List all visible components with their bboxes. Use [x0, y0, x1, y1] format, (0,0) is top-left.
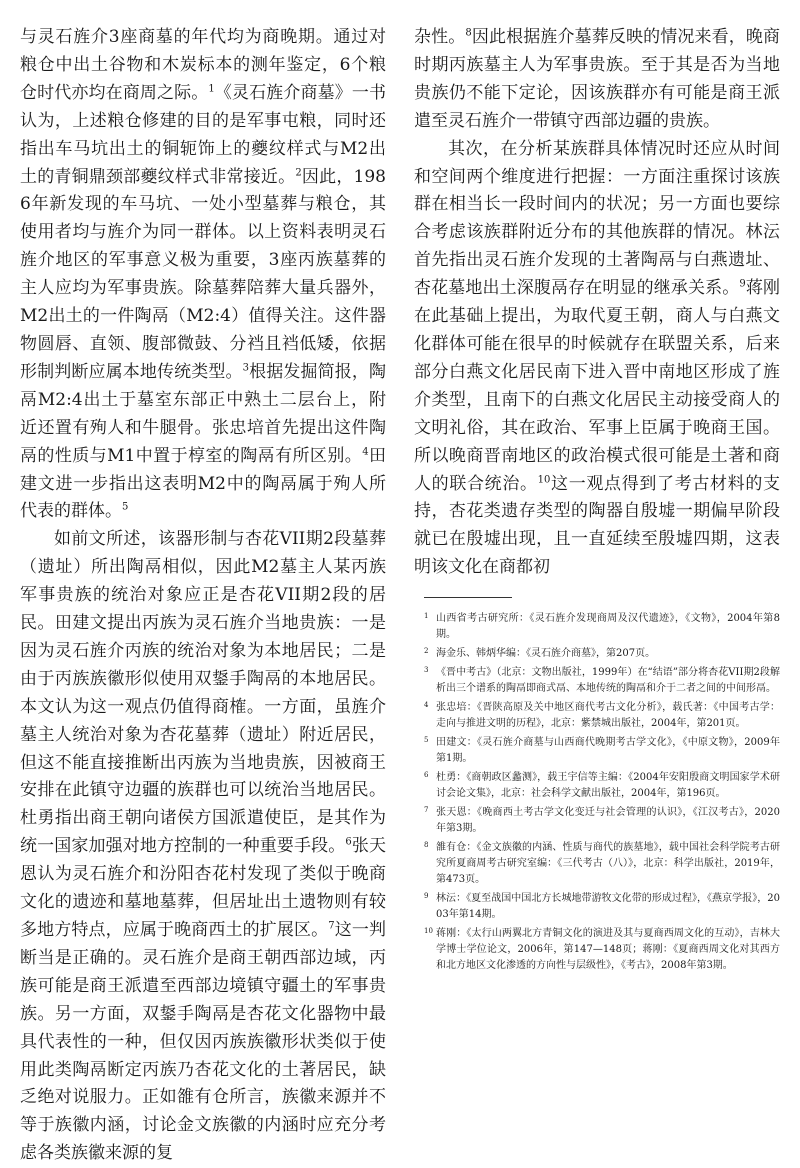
body-paragraph	[414, 136, 780, 583]
paragraph-text: 张天恩认为灵石旌介和汾阳杏花村发现了类似于晚商文化的遗迹和墓地墓葬，但居址出土遗物则有较多地方特点，应属于晚商西土的扩展区。	[20, 836, 386, 940]
footnote-ref[interactable]: 7	[328, 920, 335, 932]
left-column	[20, 24, 386, 1168]
footnote-item	[424, 700, 780, 732]
footnote-ref[interactable]: 6	[345, 836, 352, 848]
footnote-item	[424, 926, 780, 974]
footnote-item	[424, 770, 780, 802]
right-column-body	[414, 24, 780, 582]
footnote-item	[424, 665, 780, 697]
body-paragraph	[414, 24, 780, 136]
footnote-ref[interactable]: 4	[362, 445, 369, 457]
paragraph-text: 《灵石旌介商墓》一书认为，上述粮仓修建的目的是军事屯粮，同时还指出车马坑出土的铜轭饰上的夔纹样式与M2出土的青铜鼎颈部夔纹样式非常接近。	[20, 82, 386, 187]
body-paragraph	[20, 24, 386, 526]
footnote-number: 9	[424, 892, 429, 901]
footnote-text: 雒有仓：《金文族徽的内涵、性质与商代的族墓地》，载中国社会科学院考古研究所夏商周考古研究室编：《三代考古（八）》，北京：科学出版社，2019年，第473页。	[436, 842, 780, 886]
footnote-number: 4	[424, 701, 429, 710]
footnote-number: 2	[424, 647, 429, 656]
footnote-text: 山西省考古研究所：《灵石旌介发现商周及汉代遗迹》，《文物》，2004年第8期。	[436, 613, 780, 641]
footnote-text: 《晋中考古》（北京：文物出版社，1999年）在“结语”部分将杏花VII期2段解析出三个谱系的陶鬲即商式鬲、本地传统的陶鬲和介于二者之间的中间形鬲。	[436, 667, 780, 695]
footnote-number: 1	[424, 612, 429, 621]
footnote-item	[424, 646, 780, 662]
paragraph-text: 蒋刚在此基础上提出，为取代夏王朝，商人与白燕文化群体可能在很早的时候就存在联盟关系，后来部分白燕文化居民南下进入晋中南地区形成了旌介类型，且南下的白燕文化居民主动接受商人的文明礼俗，其在政治、军事上臣属于晚商王国。所以晚商晋南地区的政治模式很可能是土著和商人的联合统治。	[414, 278, 780, 494]
footnote-item	[424, 735, 780, 767]
footnote-ref[interactable]: 1	[208, 83, 215, 95]
footnote-item	[424, 891, 780, 923]
footnote-text: 蒋刚：《太行山两翼北方青铜文化的演进及其与夏商西周文化的互动》，吉林大学博士学位论文，2006年，第147—148页；蒋刚：《夏商西周文化对其西方和北方地区文化渗透的方向性与层级性》，《考古》，2008年第3期。	[436, 928, 780, 972]
footnote-text: 海金乐、韩炳华编：《灵石旌介商墓》，第207页。	[436, 648, 656, 660]
footnote-number: 6	[424, 771, 429, 780]
paragraph-text: 根据发掘简报，陶鬲M2:4出土于墓室东部正中熟土二层台上，附近还置有殉人和牛腿骨。张忠培首先提出这件陶鬲的性质与M1中置于椁室的陶鬲有所区别。	[20, 361, 386, 466]
footnote-ref[interactable]: 3	[242, 362, 249, 374]
footnote-item	[424, 611, 780, 643]
footnote-ref[interactable]: 9	[739, 278, 746, 290]
footnote-ref[interactable]: 5	[122, 501, 129, 513]
footnote-item	[424, 805, 780, 837]
right-column	[414, 24, 780, 977]
paragraph-text: 杂性。	[414, 27, 466, 47]
footnote-text: 张天恩：《晚商西土考古学文化变迁与社会管理的认识》，《江汉考古》，2020年第3期。	[436, 807, 780, 835]
paragraph-text: 其次，在分析某族群具体情况时还应从时间和空间两个维度进行把握：一方面注重探讨该族群在相当长一段时间内的状况；另一方面也要综合考虑该族群附近分布的其他族群的情况。林沄首先指出灵石旌介发现的土著陶鬲与白燕遗址、杏花墓地出土深腹鬲存在明显的继承关系。	[414, 138, 780, 299]
paragraph-text: 与灵石旌介3座商墓的年代均为商晚期。通过对粮仓中出土谷物和木炭标本的测年鉴定，6个粮仓时代亦均在商周之际。	[20, 27, 386, 103]
paragraph-text: 因此根据旌介墓葬反映的情况来看，晚商时期丙族墓主人为军事贵族。至于其是否为当地贵族仍不能下定论，因该族群亦有可能是商王派遣至灵石旌介一带镇守西部边疆的贵族。	[414, 27, 780, 131]
footnote-text: 杜勇：《商朝政区蠡测》，载王宇信等主编：《2004年安阳殷商文明国家学术研讨会论文集》，北京：社会科学文献出版社，2004年，第196页。	[436, 772, 780, 800]
footnote-number: 3	[424, 666, 429, 675]
footnote-number: 10	[424, 927, 433, 936]
footnote-number: 8	[424, 841, 429, 850]
footnotes	[414, 611, 780, 974]
paragraph-text: 如前文所述，该器形制与杏花VII期2段墓葬（遗址）所出陶鬲相似，因此M2墓主人某丙族军事贵族的统治对象应正是杏花VII期2段的居民。田建文提出丙族为灵石旌介当地贵族：一是因为灵石旌介丙族的统治对象为本地居民；二是由于丙族族徽形似使用双鋬手陶鬲的本地居民。本文认为这一观点仍值得商榷。一方面，虽旌介墓主人统治对象为杏花墓葬（遗址）附近居民，但这不能直接推断出丙族为当地贵族，因被商王安排在此镇守边疆的族群也可以统治当地居民。杜勇指出商王朝向诸侯方国派遣使臣，是其作为统一国家加强对地方控制的一种重要手段。	[20, 529, 386, 857]
footnote-ref[interactable]: 8	[465, 27, 472, 39]
footnote-ref[interactable]: 2	[295, 166, 302, 178]
paragraph-text: 这一判断当是正确的。灵石旌介是商王朝西部边域，丙族可能是商王派遣至西部边境镇守疆土的军事贵族。另一方面，双鋬手陶鬲是杏花文化器物中最具代表性的一种，但仅因丙族族徽形状类似于使用此类陶鬲断定丙族乃杏花文化的土著居民，缺乏绝对说服力。正如雒有仓所言，族徽来源并不等于族徽内涵，讨论金文族徽的内涵时应充分考虑各类族徽来源的复	[20, 920, 386, 1164]
footnote-ref[interactable]: 10	[537, 473, 551, 485]
paragraph-text: 田建文进一步指出这表明M2中的陶鬲属于殉人所代表的群体。	[20, 445, 386, 522]
footnote-number: 7	[424, 806, 429, 815]
paragraph-text: 因此，1986年新发现的车马坑、一处小型墓葬与粮仓，其使用者均与旌介为同一群体。以上资料表明灵石旌介地区的军事意义极为重要，3座丙族墓葬的主人应均为军事贵族。除墓葬陪葬大量兵器外，M2出土的一件陶鬲（M2:4）值得关注。这件器物圆唇、直领、腹部微鼓、分裆且裆低矮，依据形制判断应属本地传统类型。	[20, 166, 387, 382]
footnote-text: 田建文：《灵石旌介商墓与山西商代晚期考古学文化》，《中原文物》，2009年第1期。	[436, 737, 780, 765]
paragraph-text: 这一观点得到了考古材料的支持，杏花类遗存类型的陶器自殷墟一期偏早阶段就已在殷墟出现，且一直延续至殷墟四期，这表明该文化在商都初	[414, 473, 781, 578]
footnote-text: 林沄：《夏至战国中国北方长城地带游牧文化带的形成过程》，《燕京学报》，2003年第14期。	[436, 893, 780, 921]
footnote-number: 5	[424, 736, 429, 745]
footnote-separator	[424, 597, 512, 598]
body-paragraph	[20, 526, 386, 1168]
footnote-item	[424, 840, 780, 888]
footnote-text: 张忠培：《晋陕高原及关中地区商代考古文化分析》，载氏著：《中国考古学：走向与推进文明的历程》，北京：紫禁城出版社，2004年，第201页。	[436, 702, 780, 730]
